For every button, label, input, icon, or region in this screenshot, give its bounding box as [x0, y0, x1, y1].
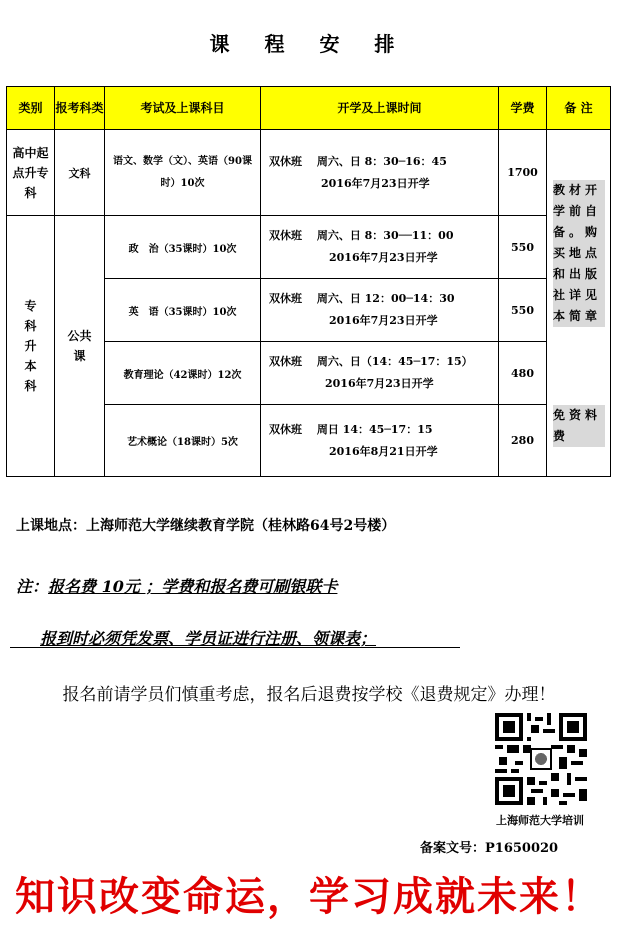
time-line-2: 2016年7月23日开学	[329, 314, 438, 327]
time-line-2: 2016年8月21日开学	[329, 444, 438, 458]
fee-cell: 480	[499, 342, 547, 405]
time-cell	[261, 342, 499, 405]
note-cell	[547, 130, 611, 477]
note-textbook: 教材开学前自备。购买地点和出版社详见本简章	[553, 180, 605, 327]
time-line-2: 2016年7月23日开学	[329, 251, 438, 264]
qr-caption: 上海师范大学培训	[496, 814, 584, 827]
fee-cell: 550	[499, 279, 547, 342]
class-location: 上课地点：上海师范大学继续教育学院（桂林路64号2号楼）	[16, 518, 396, 534]
time-cell	[261, 279, 499, 342]
category-cell: 专科升本科	[7, 216, 55, 477]
time-line-2: 2016年7月23日开学	[325, 377, 434, 390]
track-cell: 文科	[55, 130, 105, 216]
registration-note: 报到时必须凭发票、学员证进行注册、领课表；	[40, 629, 377, 648]
time-line-1: 双休班 周六、日 12：00─14：30	[269, 292, 455, 305]
note-free-materials: 免资料费	[553, 405, 605, 447]
subject-cell: 艺术概论（18课时）5次	[105, 405, 261, 477]
subject-cell: 教育理论（42课时）12次	[105, 342, 261, 405]
fee-cell: 280	[499, 405, 547, 477]
track-cell: 公共课	[55, 216, 105, 477]
page-title: 课 程 安 排	[209, 32, 409, 56]
time-cell	[261, 216, 499, 279]
table-header-row	[7, 87, 611, 130]
time-line-1: 双休班 周六、日 8：30─16：45	[269, 154, 447, 168]
qr-code-icon	[495, 713, 587, 805]
schedule-table	[6, 86, 611, 477]
fee-cell: 550	[499, 216, 547, 279]
time-cell	[261, 130, 499, 216]
header-category: 类别	[7, 87, 55, 130]
fee-cell: 1700	[499, 130, 547, 216]
subject-cell: 语文、数学（文）、英语（90课时）10次	[105, 130, 261, 216]
subject-cell: 政 治（35课时）10次	[105, 216, 261, 279]
header-time: 开学及上课时间	[261, 87, 499, 130]
table-row	[7, 130, 611, 216]
refund-warning: 报名前请学员们慎重考虑，报名后退费按学校《退费规定》办理！	[62, 685, 556, 705]
slogan: 知识改变命运，学习成就未来！	[15, 874, 603, 920]
header-subject: 考试及上课科目	[105, 87, 261, 130]
category-cell: 高中起点升专科	[7, 130, 55, 216]
fee-note-text: 报名费 10元 ；学费和报名费可刷银联卡	[48, 577, 338, 596]
time-line-1: 双休班 周六、日 8：30──11：00	[269, 229, 454, 242]
time-line-1: 双休班 周日 14：45─17：15	[269, 422, 433, 436]
header-note: 备 注	[547, 87, 611, 130]
time-cell	[261, 405, 499, 477]
time-line-2: 2016年7月23日开学	[321, 176, 430, 190]
fee-note	[16, 574, 337, 597]
divider	[10, 647, 460, 648]
header-track: 报考科类	[55, 87, 105, 130]
header-fee: 学费	[499, 87, 547, 130]
record-number: 备案文号：P1650020	[420, 841, 559, 856]
time-line-1: 双休班 周六、日（14：45─17：15）	[269, 355, 473, 368]
note-prefix: 注：	[16, 577, 49, 596]
table-row	[7, 216, 611, 279]
subject-cell: 英 语（35课时）10次	[105, 279, 261, 342]
